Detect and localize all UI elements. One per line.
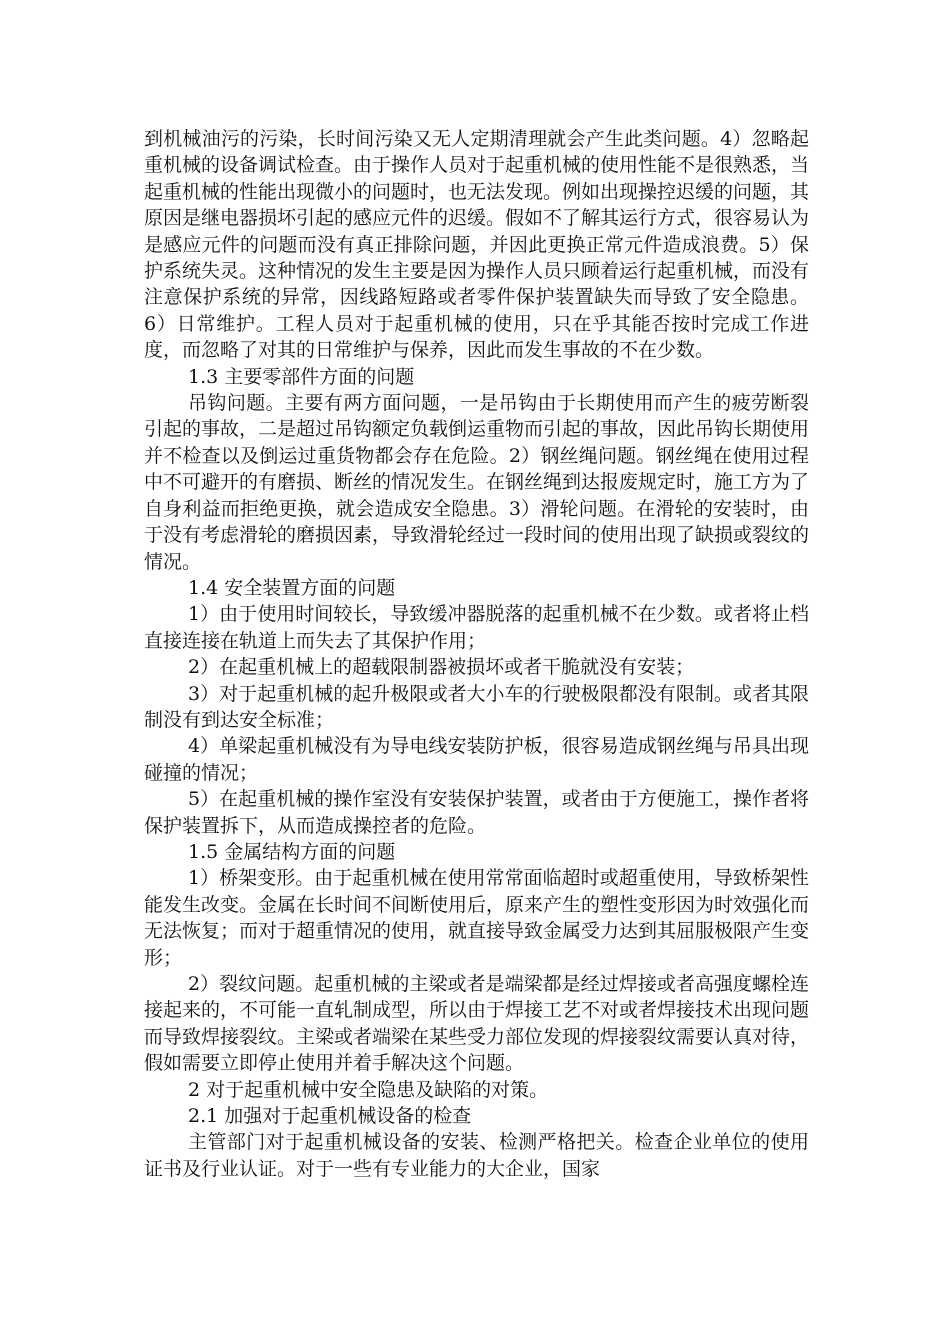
body-paragraph: 1）由于使用时间较长，导致缓冲器脱落的起重机械不在少数。或者将止档直接连接在轨道上而失去了其保护作用； xyxy=(144,603,809,652)
section-heading: 1.3 主要零部件方面的问题 xyxy=(188,365,415,388)
body-paragraph: 3）对于起重机械的起升极限或者大小车的行驶极限都没有限制。或者其限制没有到达安全标准； xyxy=(144,682,809,731)
body-paragraph: 2）在起重机械上的超载限制器被损坏或者干脆就没有安装； xyxy=(188,656,695,679)
body-paragraph: 2）裂纹问题。起重机械的主梁或者是端梁都是经过焊接或者高强度螺栓连接起来的，不可能一直轧制成型，所以由于焊接工艺不对或者焊接技术出现问题而导致焊接裂纹。主梁或者端梁在某些受力部位发现的焊接裂纹需要认真对待，假如需要立即停止使用并着手解决这个问题。 xyxy=(144,973,810,1075)
section-heading: 2.1 加强对于起重机械设备的检查 xyxy=(188,1105,472,1128)
body-paragraph: 5）在起重机械的操作室没有安装保护装置，或者由于方便施工，操作者将保护装置拆下，从而造成操控者的危险。 xyxy=(144,788,809,837)
section-heading: 1.5 金属结构方面的问题 xyxy=(188,840,396,863)
body-paragraph: 1）桥架变形。由于起重机械在使用常常面临超时或超重使用，导致桥架性能发生改变。金属在长时间不间断使用后，原来产生的塑性变形因为时效强化而无法恢复；而对于超重情况的使用，就直接导致金属受力达到其屈服极限产生变形； xyxy=(144,867,810,969)
body-paragraph: 4）单梁起重机械没有为导电线安装防护板，很容易造成钢丝绳与吊具出现碰撞的情况； xyxy=(144,735,809,784)
section-heading: 1.4 安全装置方面的问题 xyxy=(188,576,396,599)
body-paragraph: 主管部门对于起重机械设备的安装、检测严格把关。检查企业单位的使用证书及行业认证。对于一些有专业能力的大企业，国家 xyxy=(144,1131,809,1180)
section-heading: 2 对于起重机械中安全隐患及缺陷的对策。 xyxy=(188,1078,549,1101)
body-paragraph: 到机械油污的污染，长时间污染又无人定期清理就会产生此类问题。4）忽略起重机械的设备调试检查。由于操作人员对于起重机械的使用性能不是很熟悉，当起重机械的性能出现微小的问题时，也无法发现。例如出现操控迟缓的问题，其原因是继电器损坏引起的感应元件的迟缓。假如不了解其运行方式，很容易认为是感应元件的问题而没有真正排除问题，并因此更换正常元件造成浪费。5）保护系统失灵。这种情况的发生主要是因为操作人员只顾着运行起重机械，而没有注意保护系统的异常，因线路短路或者零件保护装置缺失而导致了安全隐患。6）日常维护。工程人员对于起重机械的使用，只在乎其能否按时完成工作进度，而忽略了对其的日常维护与保养，因此而发生事故的不在少数。 xyxy=(144,128,810,362)
document-body xyxy=(144,126,809,1182)
body-paragraph: 吊钩问题。主要有两方面问题，一是吊钩由于长期使用而产生的疲劳断裂引起的事故，二是超过吊钩额定负载倒运重物而引起的事故，因此吊钩长期使用并不检查以及倒运过重货物都会存在危险。2）钢丝绳问题。钢丝绳在使用过程中不可避开的有磨损、断丝的情况发生。在钢丝绳到达报废规定时，施工方为了自身利益而拒绝更换，就会造成安全隐患。3）滑轮问题。在滑轮的安装时，由于没有考虑滑轮的磨损因素，导致滑轮经过一段时间的使用出现了缺损或裂纹的情况。 xyxy=(144,392,810,573)
